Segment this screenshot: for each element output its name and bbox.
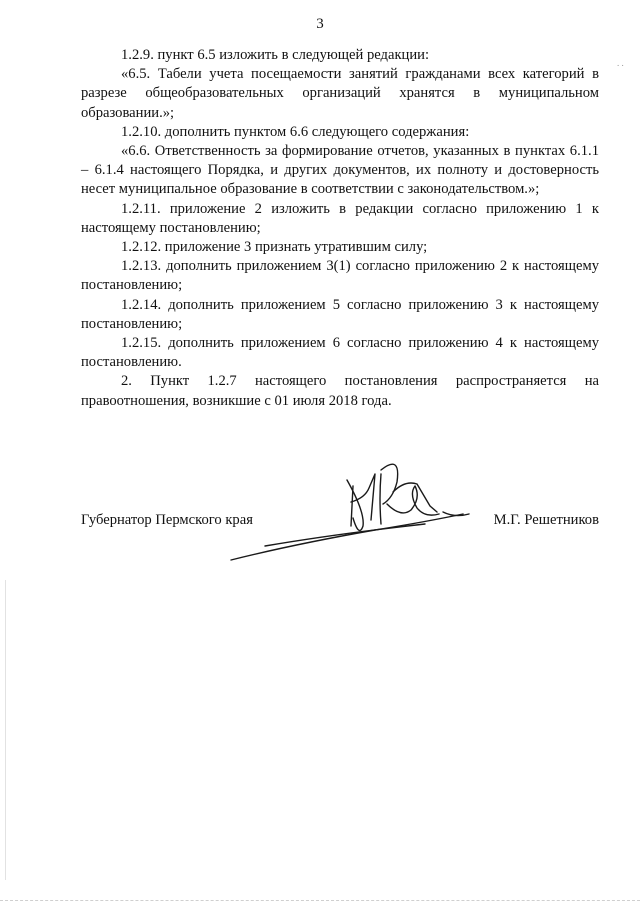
paragraph-2: 2. Пункт 1.2.7 настоящего постановления распространяется на правоотношения, возникшие с 01 июля 2018 года. [81, 373, 599, 409]
handwritten-signature [225, 440, 475, 570]
scan-mark: . . [617, 58, 624, 68]
document-body [81, 46, 599, 411]
paragraph-1-2-11: 1.2.11. приложение 2 изложить в редакции согласно приложению 1 к настоящему постановлению; [81, 200, 599, 236]
paragraph-1-2-15: 1.2.15. дополнить приложением 6 согласно приложению 4 к настоящему постановлению. [81, 335, 599, 371]
signer-title: Губернатор Пермского края [81, 512, 253, 528]
paragraph-1-2-12: 1.2.12. приложение 3 признать утратившим силу; [121, 239, 428, 256]
page-number: 3 [316, 16, 324, 32]
paragraph-6-6-text: «6.6. Ответственность за формирование отчетов, указанных в пунктах 6.1.1 – 6.1.4 настоящего Порядка, и других документов, их полноту и достоверность несет муниципальное образование в соответствии с законодательством.»; [81, 143, 599, 198]
paragraph-6-5-text: «6.5. Табели учета посещаемости занятий гражданами всех категорий в разрезе общеобразовательных организаций хранятся в муниципальном образовании.»; [81, 66, 599, 121]
scan-edge-line [5, 580, 6, 880]
paragraph-1-2-14: 1.2.14. дополнить приложением 5 согласно приложению 3 к настоящему постановлению; [81, 296, 599, 332]
scan-bottom-line [0, 900, 640, 901]
paragraph-1-2-13: 1.2.13. дополнить приложением 3(1) согласно приложению 2 к настоящему постановлению; [81, 258, 599, 294]
signature-block [81, 512, 599, 534]
paragraph-1-2-9: 1.2.9. пункт 6.5 изложить в следующей редакции: [121, 47, 430, 63]
signer-name: М.Г. Решетников [493, 512, 599, 528]
paragraph-1-2-10: 1.2.10. дополнить пунктом 6.6 следующего содержания: [121, 123, 470, 140]
